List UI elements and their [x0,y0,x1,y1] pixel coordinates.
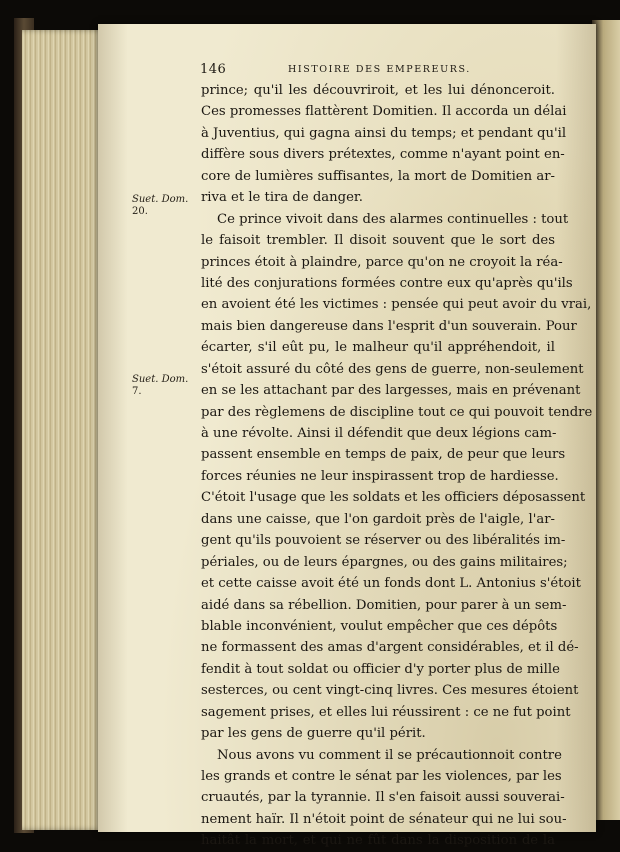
text-line: à Juventius, qui gagna ainsi du temps; et pendant qu'il [201,125,567,141]
text-line: diffère sous divers prétextes, comme n'ayant point en- [201,147,565,163]
margin-note [132,194,196,218]
text-line: aidé dans sa rébellion. Domitien, pour parer à un sem- [201,597,567,613]
text-line: princes étoit à plaindre, parce qu'on ne croyoit la réa- [201,254,563,270]
running-title: HISTOIRE DES EMPEREURS. [288,64,471,75]
text-line: sagement prises, et elles lui réussirent : ce ne fut point [201,704,571,720]
text-line: Ce prince vivoit dans des alarmes continuelles : tout [217,211,569,227]
text-line: core de lumières suffisantes, la mort de Domitien ar- [201,168,555,184]
text-line: et cette caisse avoit été un fonds dont L. Antonius s'étoit [201,576,581,592]
text-line: nement haïr. Il n'étoit point de sénateur qui ne lui sou- [201,811,567,827]
text-line: les grands et contre le sénat par les violences, par les [201,769,562,784]
text-line: fendit à tout soldat ou officier d'y porter plus de mille [201,661,560,677]
text-line: blable inconvénient, voulut empêcher que ces dépôts [201,618,558,634]
page-header [200,62,560,80]
text-line: lité des conjurations formées contre eux qu'après qu'ils [201,275,573,291]
text-line: s'étoit assuré du côté des gens de guerre, non-seulement [201,361,584,377]
text-line: mais bien dangereuse dans l'esprit d'un souverain. Pour [201,318,577,334]
text-line: le faisoit trembler. Il disoit souvent que le sort des [201,233,555,249]
text-line: haitât la mort, et qui ne fût dans la disposition de la [201,833,555,849]
margin-note-number: 7. [132,386,142,397]
body-text [201,80,593,852]
text-line: par des règlemens de discipline tout ce qui pouvoit tendre [201,404,593,420]
text-line: dans une caisse, que l'on gardoit près de l'aigle, l'ar- [201,511,555,527]
text-line: Ces promesses flattèrent Domitien. Il accorda un délai [201,104,567,120]
text-line: gent qu'ils pouvoient se réserver ou des libéralités im- [201,533,566,549]
margin-note-ref: Suet. Dom. [132,194,189,205]
text-line: forces réunies ne leur inspirassent trop de hardiesse. [201,468,559,484]
text-line: ne formassent des amas d'argent considérables, et il dé- [201,640,579,656]
text-line: C'étoit l'usage que les soldats et les officiers déposassent [201,490,586,506]
facing-page-edge [592,20,620,820]
text-line: en avoient été les victimes : pensée qui peut avoir du vrai, [201,297,592,313]
text-line: passent ensemble en temps de paix, de peur que leurs [201,447,566,463]
text-line: prince; qu'il les découvriroit, et les lui dénonceroit. [201,83,555,98]
text-line: en se les attachant par des largesses, mais en prévenant [201,383,581,399]
text-line: périales, ou de leurs épargnes, ou des gains militaires; [201,554,568,570]
text-line: à une révolte. Ainsi il défendit que deux légions cam- [201,426,557,441]
text-line: riva et le tira de danger. [201,190,363,206]
text-line: cruautés, par la tyrannie. Il s'en faisoit aussi souverai- [201,790,565,806]
text-line: sesterces, ou cent vingt-cinq livres. Ces mesures étoient [201,683,579,699]
text-line: Nous avons vu comment il se précautionnoit contre [217,747,562,763]
text-line: par les gens de guerre qu'il périt. [201,726,426,742]
page-number: 146 [200,62,227,77]
margin-note-number: 20. [132,206,148,217]
margin-note-ref: Suet. Dom. [132,374,189,385]
margin-note [132,374,196,398]
text-line: écarter, s'il eût pu, le malheur qu'il appréhendoit, il [201,340,555,356]
